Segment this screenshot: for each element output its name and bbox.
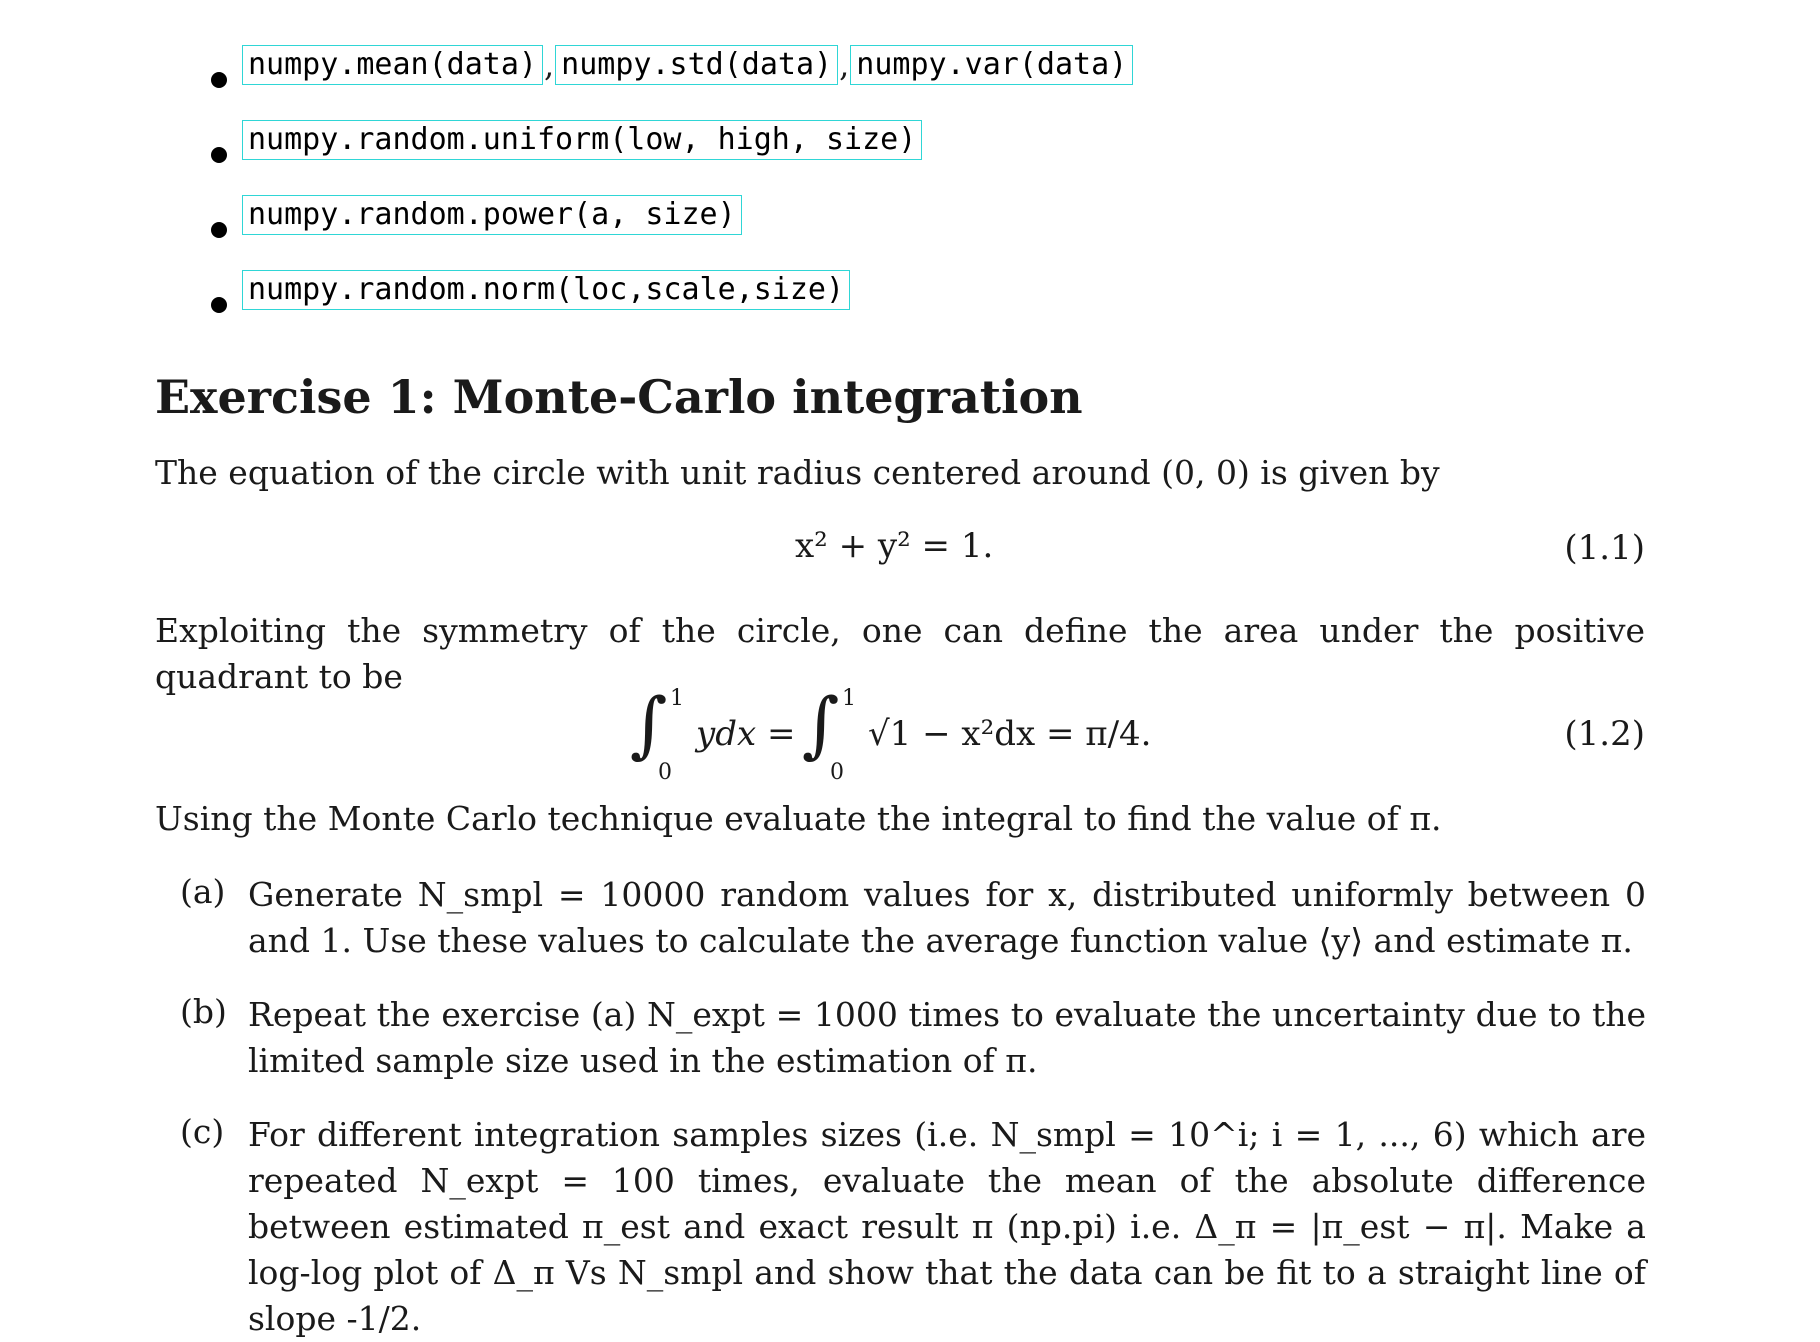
- code-link-norm[interactable]: numpy.random.norm(loc,scale,size): [242, 270, 850, 310]
- integral-sign-icon: ∫: [802, 682, 840, 766]
- section-heading: Exercise 1: Monte-Carlo integration: [155, 370, 1083, 424]
- item-label: (b): [180, 992, 227, 1031]
- list-item: [180, 1112, 1646, 1338]
- symmetry-paragraph: Exploiting the symmetry of the circle, one can define the area under the positive quadrant to be: [155, 611, 1645, 696]
- item-label: (a): [180, 872, 226, 911]
- code-link-mean[interactable]: numpy.mean(data): [242, 45, 543, 85]
- equation-integral: [630, 682, 1190, 796]
- bullet-item: [200, 269, 1600, 344]
- bullet-item: numpy.mean(data) , numpy.std(data) , numpy.var(data): [200, 44, 1600, 119]
- integral-lower-limit: 0: [830, 760, 844, 785]
- code-link-power[interactable]: numpy.random.power(a, size): [242, 195, 742, 235]
- integral-sign-icon: ∫: [630, 682, 668, 766]
- integral-upper-limit: 1: [842, 686, 856, 711]
- equation-body: x² + y² = 1.: [795, 526, 994, 566]
- integral-lower-limit: 0: [658, 760, 672, 785]
- bullet-icon: [211, 147, 227, 163]
- list-item: [180, 992, 1645, 1092]
- item-label: (c): [180, 1112, 225, 1151]
- item-text: For different integration samples sizes (i.e. N_smpl = 10^i; i = 1, ..., 6) which are repeated N_expt = 100 times, evaluate the mean of the absolute difference between estimated π_est and exact result π (np.pi) i.e. Δ_π = |π_est − π|. Make a log-log plot of Δ_π Vs N_smpl and show that the data can be fit to a straight line of slope -1/2.: [248, 1115, 1646, 1338]
- monte-carlo-paragraph: Using the Monte Carlo technique evaluate the integral to find the value of π.: [155, 799, 1442, 838]
- list-item: [180, 872, 1645, 972]
- bullet-icon: [211, 222, 227, 238]
- item-text: Generate N_smpl = 10000 random values for x, distributed uniformly between 0 and 1. Use these values to calculate the average function value ⟨y⟩ and estimate π.: [248, 875, 1646, 960]
- bullet-icon: [211, 297, 227, 313]
- code-link-var[interactable]: numpy.var(data): [850, 45, 1133, 85]
- equation-number-1-1: (1.1): [1564, 528, 1645, 568]
- integral-upper-limit: 1: [670, 686, 684, 711]
- code-link-uniform[interactable]: numpy.random.uniform(low, high, size): [242, 120, 922, 160]
- equation-circle: [795, 526, 993, 566]
- bullet-item: [200, 194, 1600, 269]
- function-bullet-list: [200, 44, 1600, 344]
- item-text: Repeat the exercise (a) N_expt = 1000 times to evaluate the uncertainty due to the limited sample size used in the estimation of π.: [248, 995, 1646, 1080]
- intro-paragraph: The equation of the circle with unit radius centered around (0, 0) is given by: [155, 453, 1440, 492]
- code-link-std[interactable]: numpy.std(data): [555, 45, 838, 85]
- equation-number-1-2: (1.2): [1564, 714, 1645, 754]
- integral-rhs: √1 − x²dx = π/4.: [868, 714, 1152, 754]
- bullet-icon: [211, 72, 227, 88]
- bullet-item: [200, 119, 1600, 194]
- integral-lhs: ydx =: [696, 714, 796, 754]
